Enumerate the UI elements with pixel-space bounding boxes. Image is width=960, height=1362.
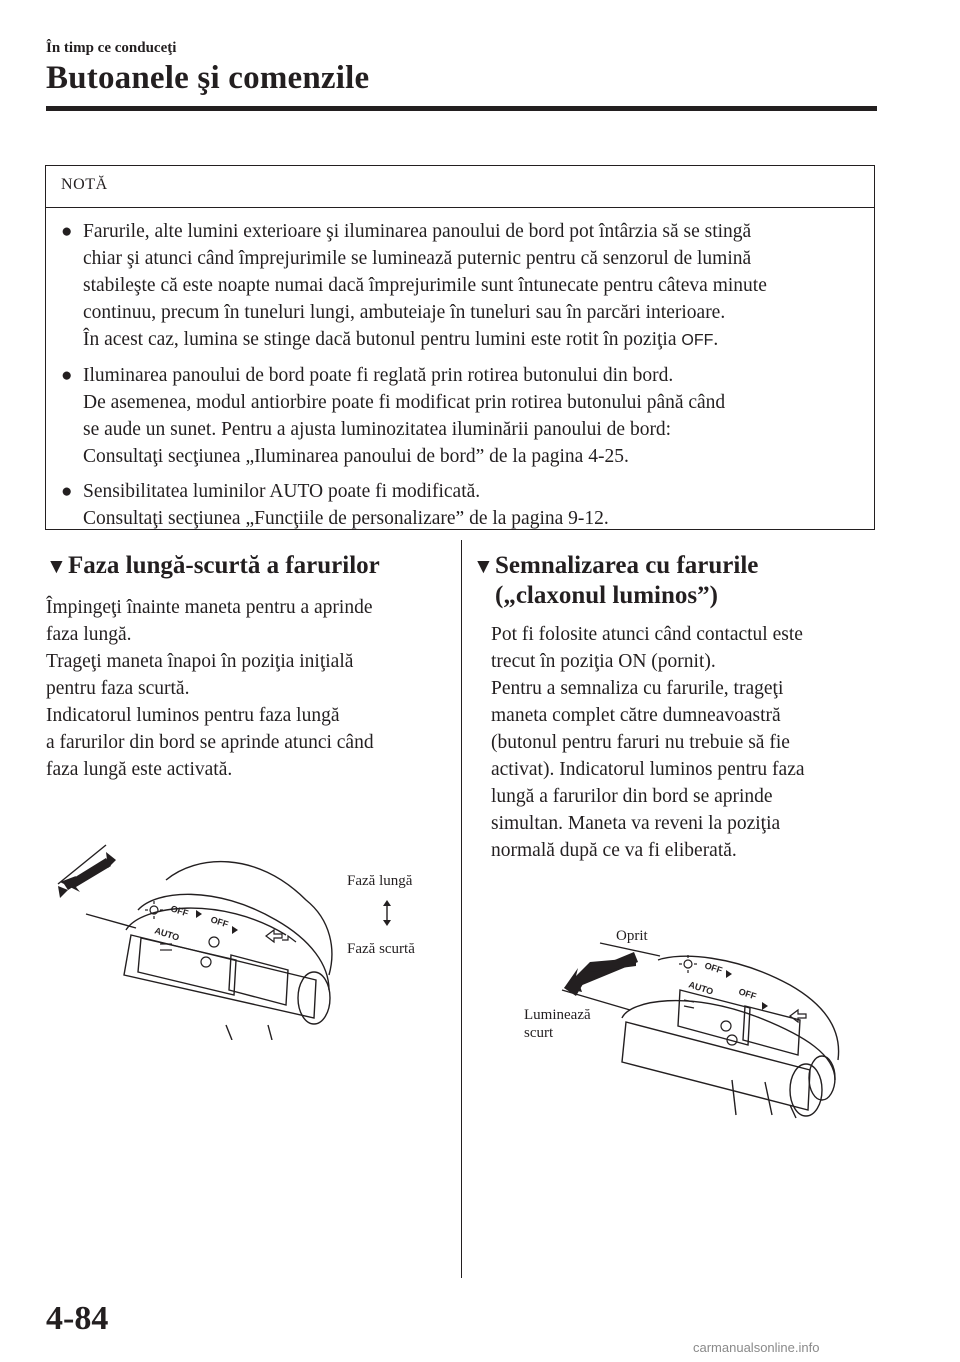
note-line: De asemenea, modul antiorbire poate fi modificat prin rotirea butonului până când [83,392,726,413]
title-rule [46,106,877,111]
page-title: Butoanele şi comenzile [46,60,370,96]
note-line: Sensibilitatea luminilor AUTO poate fi modificată. [83,481,481,502]
turn-signal-icon [790,1010,806,1022]
sun-icon [679,955,697,973]
flash-to-pass-text [491,621,805,864]
off-label: Oprit [616,928,648,944]
flash-to-pass-lever-figure [560,930,860,1120]
note-line [83,326,862,354]
note-line: continuu, precum în tuneluri lungi, ambuteiaje în tuneluri sau în parcări interioare. [83,302,726,323]
note-box [45,165,875,530]
note-line: Consultaţi secţiunea „Iluminarea panoului de bord” de la pagina 4-25. [83,446,629,467]
note-text: În acest caz, lumina se stinge dacă butonul pentru lumini este rotit în poziţia [83,329,682,350]
chapter-label: În timp ce conduceţi [46,40,177,56]
text-line: trecut în poziţia ON (pornit). [491,651,716,672]
note-line: Consultaţi secţiunea „Funcţiile de personalizare” de la pagina 9-12. [83,508,609,529]
text-line: activat). Indicatorul luminos pentru faza [491,759,805,780]
switch-off-text: OFF [169,903,190,919]
note-item [61,362,862,470]
low-beam-label: Fază scurtă [347,941,415,957]
section-title: Semnalizarea cu farurile [495,552,759,579]
fog-light-icon [160,937,219,967]
note-heading: NOTĂ [46,166,874,208]
text-line: a farurilor din bord se aprinde atunci când [46,732,374,753]
switch-auto-text: AUTO [687,979,715,997]
text-line: normală după ce va fi eliberată. [491,840,737,861]
text-line: Pot fi folosite atunci când contactul este [491,624,803,645]
bullet-icon: ● [61,365,73,386]
note-line: Farurile, alte lumini exterioare şi iluminarea panoului de bord pot întârzia să se stingă [83,221,752,242]
bullet-icon: ● [61,481,73,502]
sun-icon [145,901,163,919]
note-line: stabileşte că este noapte numai dacă împrejurimile sunt întunecate pentru câteva minute [83,275,767,296]
triangle-marker-icon: ▼ [473,554,494,578]
text-line: Trageţi maneta înapoi în poziţia iniţială [46,651,354,672]
high-low-beam-text [46,594,374,783]
note-line: Iluminarea panoului de bord poate fi reglată prin rotirea butonului din bord. [83,365,674,386]
fog-light-icon [684,1000,737,1045]
text-line: Pentru a semnaliza cu farurile, trageţi [491,678,784,699]
text-line: (butonul pentru faruri nu trebuie să fie [491,732,790,753]
flash-label-line: scurt [524,1025,554,1041]
section-title: Faza lungă-scurtă a farurilor [68,552,380,579]
note-list [46,208,874,532]
updown-arrow-icon [381,900,393,926]
watermark: carmanualsonline.info [693,1340,820,1355]
note-line: se aude un sunet. Pentru a ajusta luminozitatea iluminării panoului de bord: [83,419,672,440]
off-position-label: OFF [681,332,714,349]
section-title-continued: („claxonul luminos”) [495,582,718,609]
text-line: lungă a farurilor din bord se aprinde [491,786,773,807]
note-text: . [713,329,719,350]
bullet-icon: ● [61,221,73,242]
text-line: maneta complet către dumneavoastră [491,705,781,726]
high-beam-label: Fază lungă [347,873,413,889]
note-item [61,218,862,354]
text-line: simultan. Maneta va reveni la poziţia [491,813,781,834]
switch-auto-text: AUTO [153,925,181,943]
note-line: chiar şi atunci când împrejurimile se luminează puternic pentru că senzorul de lumină [83,248,752,269]
triangle-marker-icon: ▼ [46,554,67,578]
text-line: faza lungă. [46,624,132,645]
page-number: 4-84 [46,1300,109,1337]
switch-off-text: OFF [703,960,724,976]
column-divider [461,540,462,1278]
text-line: Împingeţi înainte maneta pentru a aprinde [46,597,373,618]
switch-off-text: OFF [737,986,758,1002]
section-heading-flash-to-pass [473,551,758,611]
text-line: pentru faza scurtă. [46,678,190,699]
text-line: faza lungă este activată. [46,759,233,780]
note-item [61,478,862,532]
switch-off-text: OFF [209,914,230,930]
flash-label-line: Luminează [524,1007,591,1023]
section-heading-high-low-beam [46,551,380,581]
text-line: Indicatorul luminos pentru faza lungă [46,705,340,726]
headlight-lever-figure [46,840,346,1040]
